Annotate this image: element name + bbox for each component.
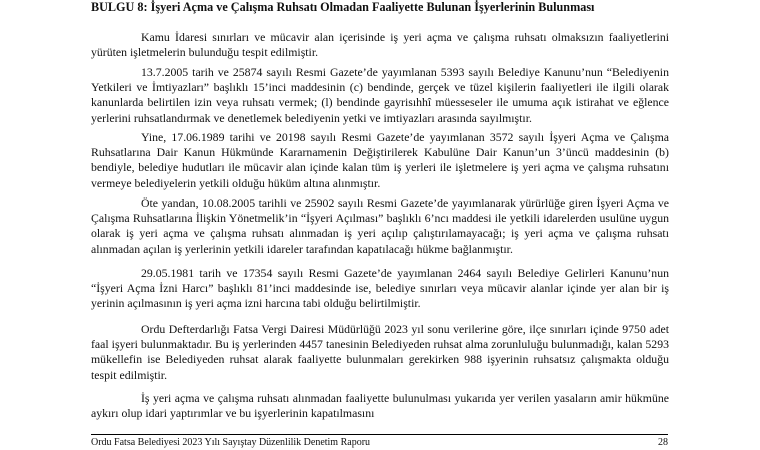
paragraph-regulation: Öte yandan, 10.08.2005 tarihli ve 25902 sayılı Resmi Gazete’de yayımlanarak yürürlüğe giren İşyeri Açma ve Çalışma Ruhsatlarına İlişkin Yönetmelik’in “İşyeri Açılması” başlıklı 6’ncı maddesi ile yetkili idarelerden usulüne uygun olarak iş yeri açma ve çalışma ruhsatı alınmadan iş yeri açılıp çalıştırılamayacağı; iş yeri açma ve çalışma ruhsatı alınmadan açılan iş yerlerinin yetkili idareler tarafından kapatılacağı hükme bağlanmıştır.: [91, 196, 669, 256]
footer-page-number: 28: [658, 437, 668, 448]
paragraph-intro: Kamu İdaresi sınırları ve mücavir alan içerisinde iş yeri açma ve çalışma ruhsatı olmaksızın faaliyetlerini yürüten işletmelerin bulunduğu tespit edilmiştir.: [91, 30, 669, 60]
paragraph-law-3572: Yine, 17.06.1989 tarihi ve 20198 sayılı Resmi Gazete’de yayımlanan 3572 sayılı İşyeri Açma ve Çalışma Ruhsatlarına Dair Kanun Hükmünde Kararnamenin Değiştirilerek Kabulüne Dair Kanun’un 3’üncü maddesinin (b) bendiyle, belediye hudutları ile mücavir alan içinde kalan tüm iş yerleri ile işletmelere iş yeri açma ve çalışma ruhsatını vermeye belediyelerin yetkili olduğu hüküm altına alınmıştır.: [91, 130, 669, 190]
finding-heading: BULGU 8: İşyeri Açma ve Çalışma Ruhsatı Olmadan Faaliyette Bulunan İşyerlerinin Bulunması: [91, 0, 595, 14]
footer-divider: [91, 434, 668, 435]
paragraph-conclusion: İş yeri açma ve çalışma ruhsatı alınmadan faaliyette bulunulması yukarıda yer verilen yasaların amir hükmüne aykırı olup idari yaptırımlar ve bu işyerlerinin kapatılmasını: [91, 391, 669, 421]
paragraph-statistics: Ordu Defterdarlığı Fatsa Vergi Dairesi Müdürlüğü 2023 yıl sonu verilerine göre, ilçe sınırları içinde 9750 adet faal işyeri bulunmaktadır. Bu iş yerlerinden 4457 tanesinin Belediyeden ruhsat alma zorunluluğu bulunmadığı, kalan 5293 mükellefin ise Belediyeden ruhsat alarak faaliyette bulunmaları gerekirken 988 işyerinin ruhsatsız çalışmakta olduğu tespit edilmiştir.: [91, 322, 669, 382]
paragraph-municipal-law: 13.7.2005 tarih ve 25874 sayılı Resmi Gazete’de yayımlanan 5393 sayılı Belediye Kanunu’nun “Belediyenin Yetkileri ve İmtiyazları” başlıklı 15’inci maddesinin (c) bendinde, gerçek ve tüzel kişilerin faaliyetleri ile ilgili olarak kanunlarda belirtilen izin veya ruhsatı vermek; (l) bendinde gayrisıhhî müesseseler ile umuma açık istirahat ve eğlence yerlerini ruhsatlandırmak ve denetlemek belediyenin yetki ve imtiyazları arasında sayılmıştır.: [91, 65, 669, 125]
footer-report-title: Ordu Fatsa Belediyesi 2023 Yılı Sayıştay Düzenlilik Denetim Raporu: [91, 437, 371, 448]
paragraph-revenue-law: 29.05.1981 tarih ve 17354 sayılı Resmi Gazete’de yayımlanan 2464 sayılı Belediye Gelirleri Kanunu’nun “İşyeri Açma İzni Harcı” başlıklı 81’inci maddesinde ise, belediye sınırları veya mücavir alanlar içinde yer alan bir iş yerinin açılmasının iş yeri açma izni harcına tabi olduğu belirtilmiştir.: [91, 266, 669, 311]
